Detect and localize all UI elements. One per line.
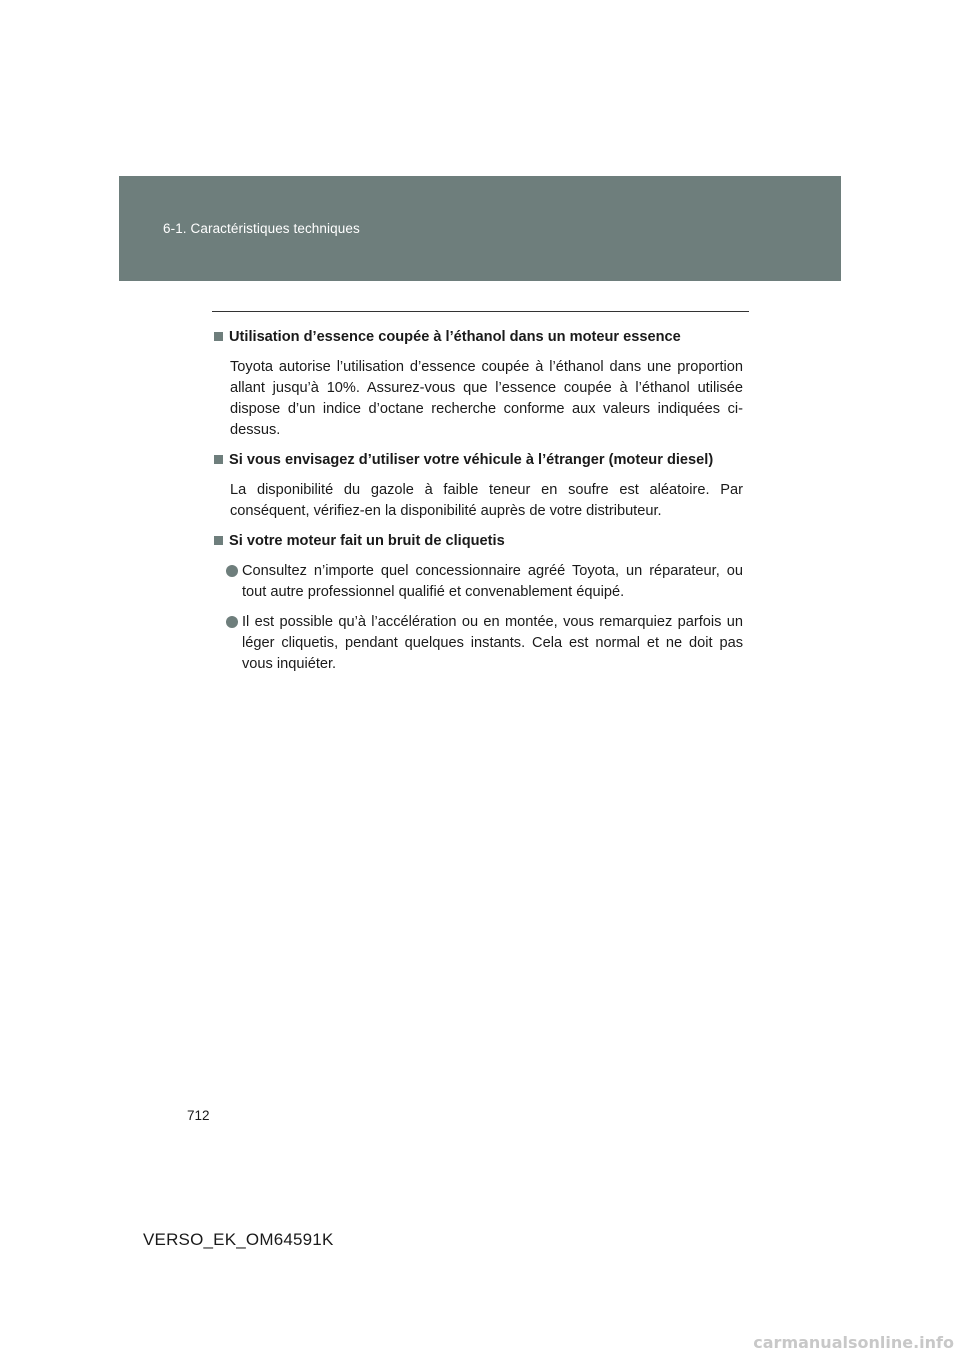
section-heading-knocking [212, 531, 743, 552]
watermark: carmanualsonline.info [753, 1333, 954, 1352]
round-bullet-icon [226, 616, 238, 628]
section-heading-abroad [212, 450, 743, 471]
square-bullet-icon [214, 536, 223, 545]
paragraph-abroad: La disponibilité du gazole à faible teneur en soufre est aléatoire. Par conséquent, vérifiez-en la disponibilité auprès de votre distributeur. [230, 482, 743, 519]
divider-rule [212, 311, 749, 312]
list-item [226, 612, 743, 675]
list-item [226, 561, 743, 603]
square-bullet-icon [214, 332, 223, 341]
paragraph-ethanol: Toyota autorise l’utilisation d’essence coupée à l’éthanol dans une proportion allant jusqu’à 10%. Assurez-vous que l’essence coupée à l’éthanol utilisée dispose d’un indice d’octane recherche conforme aux valeurs indiquées ci-dessus. [230, 359, 743, 438]
document-code: VERSO_EK_OM64591K [143, 1230, 334, 1249]
bullet-text: Il est possible qu’à l’accélération ou en montée, vous remarquiez parfois un léger cliquetis, pendant quelques instants. Cela est normal et ne doit pas vous inquiéter. [242, 614, 743, 672]
main-content [212, 327, 743, 684]
page-number: 712 [187, 1108, 210, 1123]
section-header-band [119, 176, 841, 281]
bullet-text: Consultez n’importe quel concessionnaire agréé Toyota, un réparateur, ou tout autre professionnel qualifié et convenablement équipé. [242, 563, 743, 600]
heading-text: Utilisation d’essence coupée à l’éthanol dans un moteur essence [229, 329, 681, 345]
round-bullet-icon [226, 565, 238, 577]
heading-text: Si vous envisagez d’utiliser votre véhicule à l’étranger (moteur diesel) [229, 452, 714, 468]
section-heading-ethanol [212, 327, 743, 348]
heading-text: Si votre moteur fait un bruit de cliquetis [229, 533, 505, 549]
square-bullet-icon [214, 455, 223, 464]
section-title: 6-1. Caractéristiques techniques [163, 221, 360, 236]
